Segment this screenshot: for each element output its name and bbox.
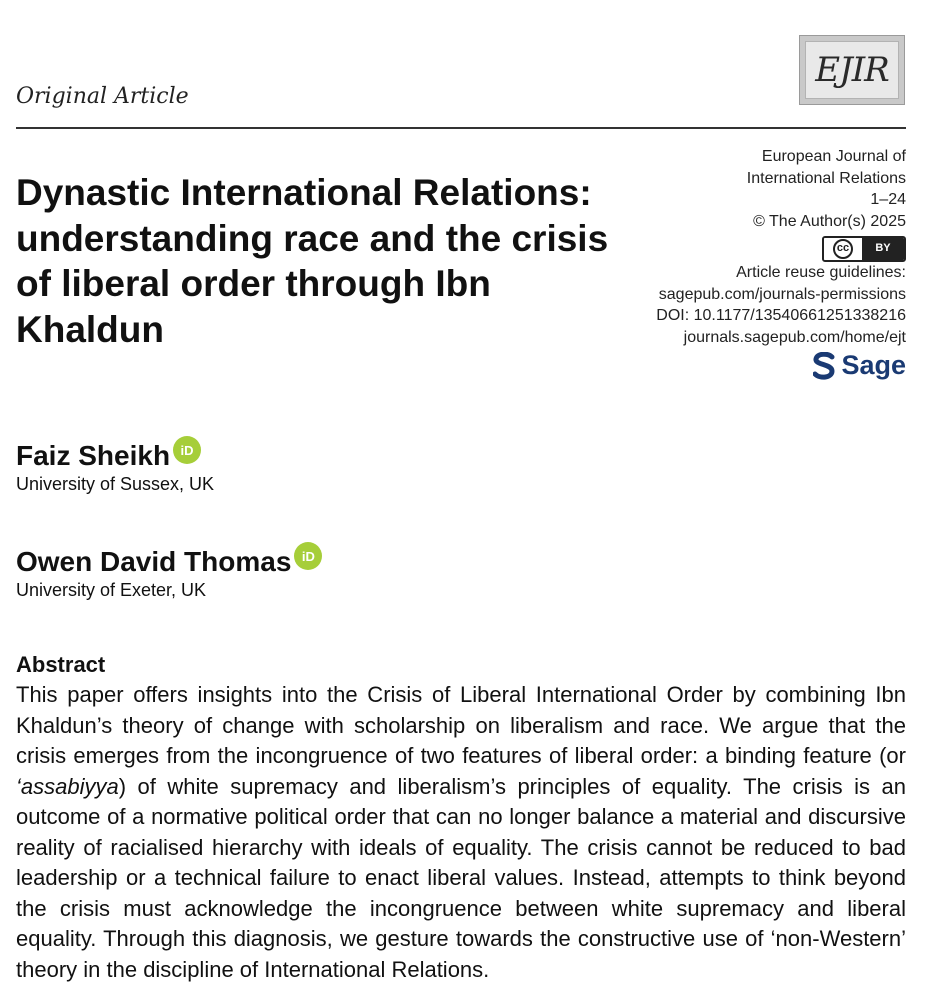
journal-name-line2: International Relations (746, 169, 906, 187)
publication-meta (656, 146, 906, 387)
cc-by-icon[interactable]: cc BY (822, 236, 906, 262)
abstract-body: This paper offers insights into the Crisis of Liberal International Order by combining Ibn Khaldun’s theory of change with scholarship on liberalism and race. We argue that the crisis emerges from the incongruence of two features of liberal order: a binding feature (or ‘assabiyya) of white supremacy and liberalism’s principles of equality. The crisis is an outcome of a normative political order that can no longer balance a material and discursive reality of racialised hierarchy with ideals of equality. The crisis cannot be reduced to bad leadership or a technical failure to enact liberal values. Instead, attempts to think beyond the crisis must acknowledge the incongruence between white supremacy and liberal equality. Through this diagnosis, we gesture towards the constructive use of ‘non-Western’ theory in the discipline of International Relations. (16, 682, 906, 982)
author-affiliation: University of Exeter, UK (16, 580, 207, 600)
author-2 (16, 546, 322, 601)
orcid-icon[interactable]: iD (294, 542, 322, 570)
orcid-icon[interactable]: iD (173, 436, 201, 464)
permissions-link[interactable]: sagepub.com/journals-permissions (658, 285, 906, 303)
journal-name-line1: European Journal of (761, 148, 906, 165)
copyright: © The Author(s) 2025 (753, 212, 906, 230)
publisher-name: Sage (841, 350, 906, 381)
author-1 (16, 440, 214, 495)
author-name[interactable]: Owen David Thomas (16, 546, 292, 577)
sage-logo (813, 352, 906, 380)
author-affiliation: University of Sussex, UK (16, 474, 215, 494)
article-title: Dynastic International Relations: understanding race and the crisis of liberal order through Ibn Khaldun (16, 172, 609, 350)
doi[interactable]: DOI: 10.1177/13540661251338216 (656, 307, 906, 324)
abstract-section (16, 652, 906, 985)
sage-s-icon (813, 352, 835, 380)
article-type: Original Article (16, 84, 189, 109)
page-range: 1–24 (870, 191, 906, 208)
reuse-label: Article reuse guidelines: (736, 264, 906, 281)
journal-logo (799, 35, 905, 105)
header-rule (16, 127, 906, 129)
journal-logo-text: EJIR (805, 41, 899, 99)
journal-link[interactable]: journals.sagepub.com/home/ejt (683, 328, 906, 346)
author-name[interactable]: Faiz Sheikh (16, 440, 171, 471)
abstract-heading: Abstract (16, 652, 106, 677)
